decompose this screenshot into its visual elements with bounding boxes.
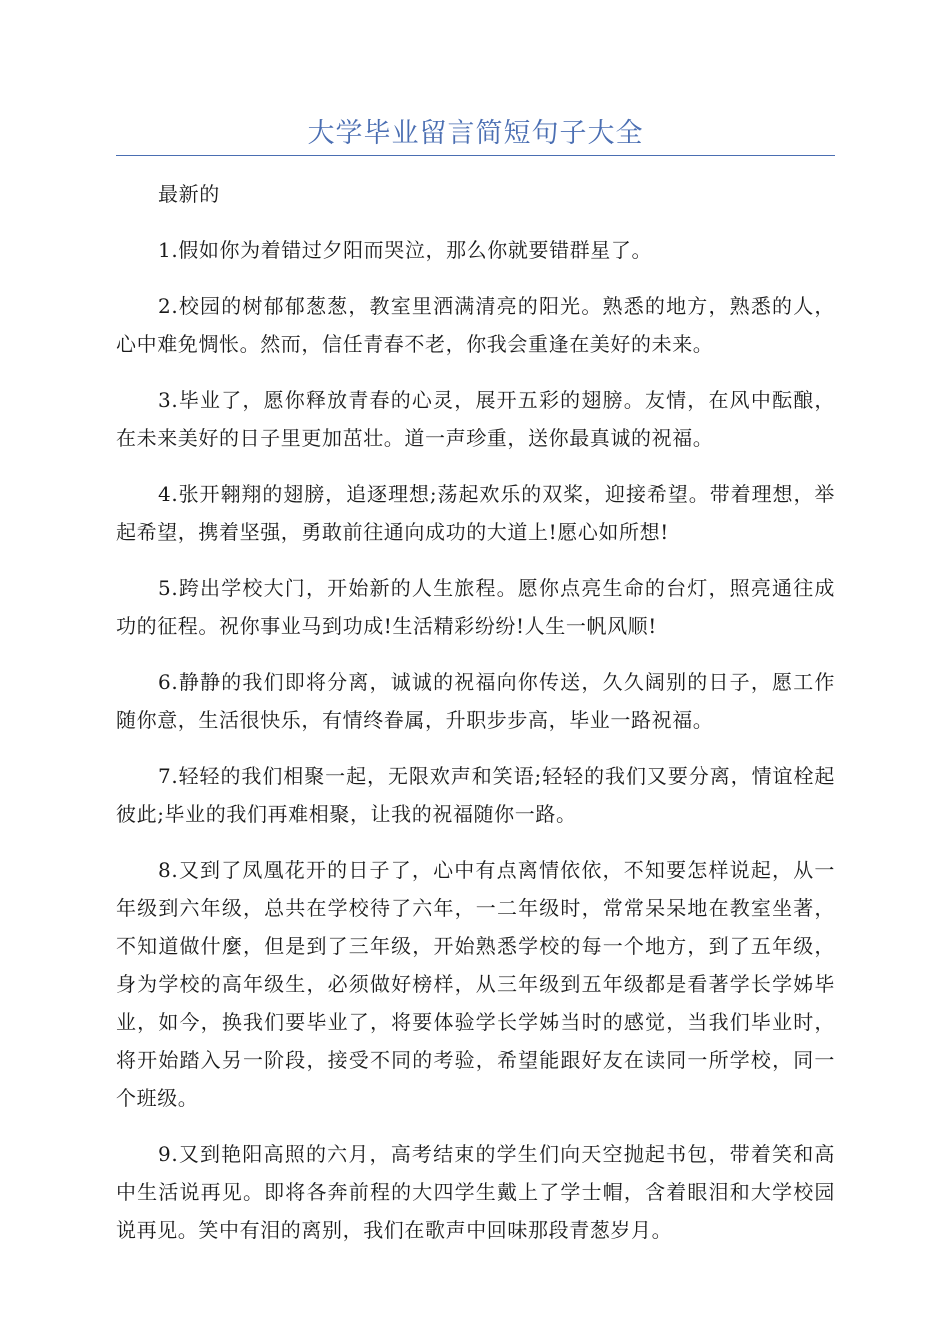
title-divider <box>116 155 835 156</box>
paragraph-item-8: 8.又到了凤凰花开的日子了，心中有点离情依依，不知要怎样说起，从一年级到六年级，总共在学校待了六年，一二年级时，常常呆呆地在教室坐著，不知道做什麼，但是到了三年级，开始熟悉学校的每一个地方，到了五年级，身为学校的高年级生，必须做好榜样，从三年级到五年级都是看著学长学姊毕业，如今，换我们要毕业了，将要体验学长学姊当时的感觉，当我们毕业时，将开始踏入另一阶段，接受不同的考验，希望能跟好友在读同一所学校，同一个班级。 <box>116 858 835 1110</box>
document-title: 大学毕业留言简短句子大全 <box>307 118 644 149</box>
paragraph-item-2: 2.校园的树郁郁葱葱，教室里洒满清亮的阳光。熟悉的地方，熟悉的人，心中难免惆怅。然而，信任青春不老，你我会重逢在美好的未来。 <box>116 294 835 356</box>
paragraph-item-3: 3.毕业了，愿你释放青春的心灵，展开五彩的翅膀。友情，在风中酝酿，在未来美好的日子里更加茁壮。道一声珍重，送你最真诚的祝福。 <box>116 388 835 450</box>
paragraph-item-7: 7.轻轻的我们相聚一起，无限欢声和笑语;轻轻的我们又要分离，情谊栓起彼此;毕业的我们再难相聚，让我的祝福随你一路。 <box>116 764 835 826</box>
document-body <box>116 175 835 1267</box>
paragraph-item-5: 5.跨出学校大门，开始新的人生旅程。愿你点亮生命的台灯，照亮通往成功的征程。祝你事业马到功成!生活精彩纷纷!人生一帆风顺! <box>116 576 835 638</box>
paragraph-item-6: 6.静静的我们即将分离，诚诚的祝福向你传送，久久阔别的日子，愿工作随你意，生活很快乐，有情终眷属，升职步步高，毕业一路祝福。 <box>116 670 835 732</box>
paragraph-intro: 最新的 <box>158 182 220 206</box>
paragraph-item-4: 4.张开翱翔的翅膀，追逐理想;荡起欢乐的双桨，迎接希望。带着理想，举起希望，携着坚强，勇敢前往通向成功的大道上!愿心如所想! <box>116 482 835 544</box>
paragraph-item-9: 9.又到艳阳高照的六月，高考结束的学生们向天空抛起书包，带着笑和高中生活说再见。即将各奔前程的大四学生戴上了学士帽，含着眼泪和大学校园说再见。笑中有泪的离别，我们在歌声中回味那段青葱岁月。 <box>116 1142 835 1242</box>
paragraph-item-1: 1.假如你为着错过夕阳而哭泣，那么你就要错群星了。 <box>158 238 653 262</box>
